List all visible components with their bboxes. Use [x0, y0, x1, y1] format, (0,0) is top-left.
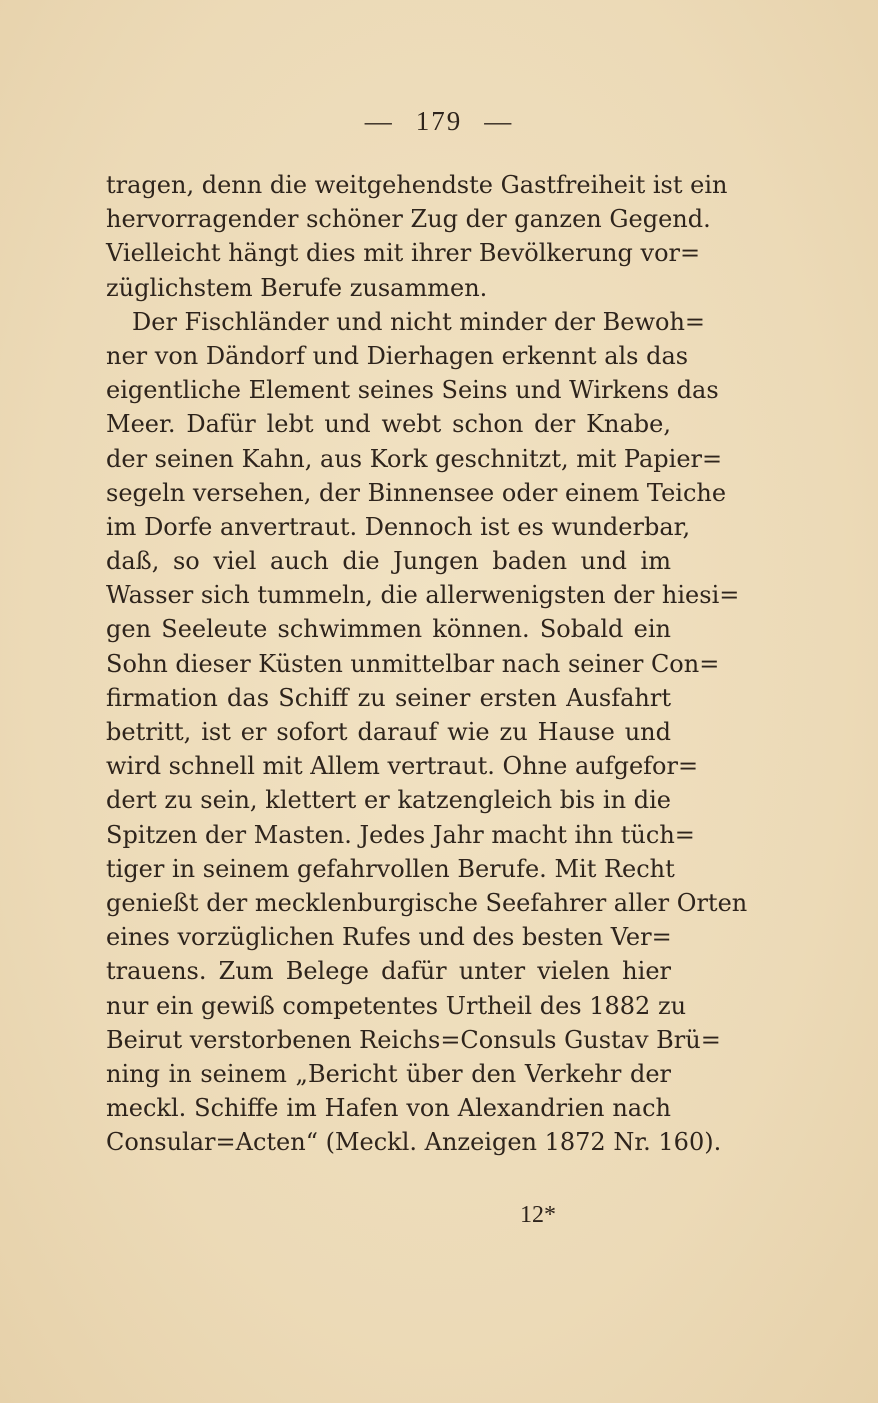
text-line: ning in seinem „Bericht über den Verkehr der — [106, 1059, 671, 1088]
header-dash-left: — — [364, 106, 394, 136]
text-line: eines vorzüglichen Rufes und des besten Ver= — [106, 923, 672, 952]
text-line: betritt, ist er sofort darauf wie zu Hause und — [106, 718, 671, 746]
text-line: Consular=Acten“ (Meckl. Anzeigen 1872 Nr. 160). — [106, 1128, 722, 1157]
text-line: hervorragender schöner Zug der ganzen Gegend. — [106, 205, 711, 234]
text-line: Beirut verstorbenen Reichs=Consuls Gustav Brü= — [106, 1025, 721, 1054]
text-line: genießt der mecklenburgische Seefahrer aller Orten — [106, 888, 748, 917]
text-line: eigentliche Element seines Seins und Wirkens das — [106, 376, 719, 405]
text-line: tiger in seinem gefahrvollen Berufe. Mit Recht — [106, 854, 675, 883]
printer-signature: 12* — [520, 1202, 556, 1228]
text-line: firmation das Schiff zu seiner ersten Ausfahrt — [106, 683, 671, 712]
text-line: daß, so viel auch die Jungen baden und im — [106, 547, 671, 576]
text-line: Spitzen der Masten. Jedes Jahr macht ihn tüch= — [106, 820, 695, 849]
text-line: segeln versehen, der Binnensee oder einem Teiche — [106, 478, 727, 507]
text-line: Sohn dieser Küsten unmittelbar nach seiner Con= — [106, 649, 720, 678]
text-line: Vielleicht hängt dies mit ihrer Bevölkerung vor= — [106, 239, 701, 268]
header-dash-right: — — [484, 106, 514, 136]
text-line: meckl. Schiffe im Hafen von Alexandrien nach — [106, 1094, 671, 1123]
text-line: tragen, denn die weitgehendste Gastfreiheit ist ein — [106, 171, 728, 199]
text-line: Der Fischländer und nicht minder der Bewoh= — [132, 307, 706, 336]
text-line: gen Seeleute schwimmen können. Sobald ein — [106, 615, 671, 644]
text-line: trauens. Zum Belege dafür unter vielen hier — [106, 957, 671, 986]
text-line: im Dorfe anvertraut. Dennoch ist es wunderbar, — [106, 512, 691, 541]
text-line: ner von Dändorf und Dierhagen erkennt als das — [106, 341, 689, 370]
text-line: Wasser sich tummeln, die allerwenigsten der hiesi= — [106, 581, 740, 610]
page-header — [0, 106, 878, 137]
text-line: Meer. Dafür lebt und webt schon der Knabe, — [106, 410, 671, 439]
text-line: der seinen Kahn, aus Kork geschnitzt, mit Papier= — [106, 444, 723, 473]
text-line: dert zu sein, klettert er katzengleich bis in die — [106, 786, 671, 815]
text-line: nur ein gewiß competentes Urtheil des 1882 zu — [106, 991, 687, 1020]
page-number: 179 — [415, 106, 463, 136]
text-line: wird schnell mit Allem vertraut. Ohne aufgefor= — [106, 752, 699, 781]
text-line: züglichstem Berufe zusammen. — [106, 273, 488, 302]
body-text — [106, 168, 748, 1159]
